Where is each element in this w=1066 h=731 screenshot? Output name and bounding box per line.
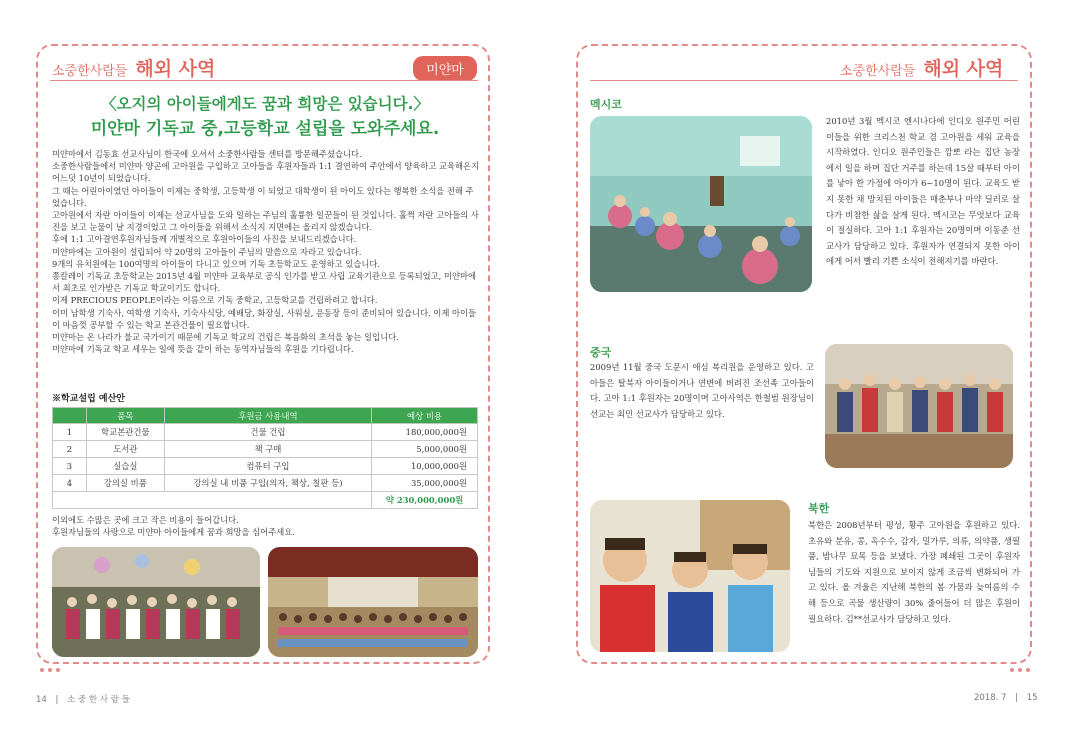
north-korea-photo [590,500,790,652]
country-badge: 미얀마 [413,56,477,81]
left-header-rule [50,80,478,81]
table-cell: 강의실 내 비품 구입(의자, 책상, 칠판 등) [164,475,371,492]
right-section-title: 해외 사역 [923,58,1004,80]
three-children-photo-image [590,500,790,652]
mexico-label: 멕시코 [590,98,622,111]
china-photo [825,344,1013,468]
right-footer-date: 2018. 7 [974,693,1007,703]
table-cell-empty [53,492,372,509]
myanmar-photo-1 [52,547,260,657]
left-footer [36,693,130,705]
headline-title: 미얀마 기독교 중,고등학교 설립을 도와주세요. [90,119,440,139]
table-header-index [53,408,87,424]
table-cell: 10,000,000원 [372,458,478,475]
budget-title: ※학교설립 예산안 [52,394,125,404]
classroom-photo-image [590,116,812,292]
left-brand: 소중한사람들 [52,64,128,79]
children-seated-photo-image [825,344,1013,468]
choir-photo-image [52,547,260,657]
left-footer-brand: 소 중 한 사 람 들 [67,695,130,705]
left-bottom-dots [40,668,60,674]
myanmar-photo-2 [268,547,478,657]
table-total: 약 230,000,000원 [372,492,478,509]
mexico-text: 2010년 3월 멕시코 엔시나다에 인디오 원주민 어린이들을 위한 크리스천 학교 겸 고아원을 세워 교육을 시작하였다. 인디오 원주민들은 깜뽀 라는 집단 농장에서 일을 하며 집단 거주를 하는데 15살 때부터 아이를 낳아 한 가정에 아이가 6~10명이 된다. 교육도 받지 못한 채 방치된 아이들은 매춘부나 마약 딜러로 살다가 비참한 삶을 살게 된다. 멕시코는 무엇보다 교육이 절실하다. 고아 1:1 후원자는 20명이며 이동준 선교사가 담당하고 있다. 후원자가 연결되지 못한 아이에게 어서 빨리 기쁜 소식이 전해지기를 바란다. [826,116,1020,267]
table-row [53,475,478,492]
table-row [53,441,478,458]
left-page-number: 14 [36,695,47,705]
budget-table [52,407,478,509]
table-total-row [53,492,478,509]
table-header-cost: 예상 비용 [372,408,478,424]
table-cell: 학교본관건물 [86,424,164,441]
china-text: 2009년 11월 중국 도문시 애심 복리원을 운영하고 있다. 고아들은 탈북자 아이들이거나 연변에 버려진 조선족 고아들이다. 고아 1:1 후원자는 20명이며 고아사역은 한철범 원장님이 선교는 최민 선교사가 담당하고 있다. [590,362,814,419]
table-cell: 건물 건립 [164,424,371,441]
table-cell: 실습실 [86,458,164,475]
table-cell: 35,000,000원 [372,475,478,492]
table-header-item: 품목 [86,408,164,424]
table-row [53,424,478,441]
closing-text: 이외에도 수많은 곳에 크고 작은 비용이 들어갑니다. 후원자님들의 사랑으로 미얀마 아이들에게 꿈과 희망을 심어주세요. [52,515,295,538]
right-header-rule [590,80,1018,81]
table-header-row [53,408,478,424]
table-cell: 1 [53,424,87,441]
china-label: 중국 [590,346,612,359]
right-footer [974,693,1038,703]
table-cell: 도서관 [86,441,164,458]
north-korea-text: 북한은 2008년부터 평성, 황주 고아원을 후원하고 있다. 초유와 분유, 콩, 옥수수, 감자, 밀가루, 의류, 의약품, 생필품, 밤나무 묘목 등을 보냈다. 가장 폐쇄된 그곳이 후원자님들의 기도와 지원으로 보이지 않게 조금씩 변화되어 가고 있다. 올 겨울은 지난해 북한의 봄 가뭄과 늦여름의 수해 등으로 곡물 생산량이 30% 줄어들어 더 많은 후원이 필요하다. 김**선교사가 담당하고 있다. [808,520,1020,624]
right-page-number: 15 [1026,693,1038,703]
table-cell: 4 [53,475,87,492]
right-brand: 소중한사람들 [840,64,916,79]
table-cell: 책 구매 [164,441,371,458]
right-bottom-dots [1010,668,1030,674]
north-korea-label: 북한 [808,502,830,515]
table-header-usage: 후원금 사용내역 [164,408,371,424]
table-cell: 3 [53,458,87,475]
table-row [53,458,478,475]
table-cell: 컴퓨터 구입 [164,458,371,475]
headline-subtitle: 〈오지의 아이들에게도 꿈과 희망은 있습니다.〉 [101,95,429,113]
table-cell: 2 [53,441,87,458]
footer-separator: | [55,695,59,705]
table-cell: 강의실 비품 [86,475,164,492]
footer-separator: | [1015,693,1019,703]
table-cell: 180,000,000원 [372,424,478,441]
myanmar-body-text: 미얀마에서 김동효 선교사님이 한국에 오셔서 소중한사람들 센터를 방문해주셨습니다. 소중한사람들에서 미얀마 양곤에 고아원을 구입하고 고아들을 후원자들과 1:1 결연하여 주안에서 양육하고 교육해온지 어느덧 10년이 되었습니다. 그 때는 어린아이였던 아이들이 이제는 중학생, 고등학생 이 되었고 대학생이 된 아이도 있다는 행복한 소식을 전해 주었습니다. 고아원에서 자란 아이들이 이제는 선교사님을 도와 일하는 주님의 훌륭한 일꾼들이 된 것입니다. 훌쩍 자란 고아들의 사진을 보고 눈물이 날 지경이었고 그 아이들을 위해서 소식지 지면에는 올리지 않겠습니다. 후에 1:1 고아결연후원자님들께 개별적으로 후원아이들의 사진을 보내드리겠습니다. 미얀마에는 고아원이 설립되어 약 20명의 고아들이 주님의 말씀으로 자라고 있습니다. 9개의 유치원에는 100여명의 아이들이 다니고 있으며 기독 초등학교도 운영하고 있습니다. 쫑칼레이 기독교 초등학교는 2015년 4월 미얀마 교육부로 공식 인가를 받고 사립 교육기관으로 등록되었고, 미얀마에서 최초로 인가받은 기독교 학교이기도 합니다. 이제 PRECIOUS PEOPLE이라는 이름으로 기독 중학교, 고등학교를 건립하려고 합니다. 이미 남학생 기숙사, 여학생 기숙사, 기숙사식당, 예배당, 화장실, 사워실, 운동장 등이 준비되어 있습니다. 이제 아이들이 마음껏 공부할 수 있는 학교 본관건물이 필요합니다. 미얀마는 온 나라가 불교 국가이기 때문에 기독교 학교의 건립은 복음화의 초석을 놓는 일입니다. 미얀마에 기독교 학교 세우는 일에 뜻을 같이 하는 동역자님들의 후원을 기다립니다. [52,149,480,355]
left-section-title: 해외 사역 [135,58,216,80]
table-cell: 5,000,000원 [372,441,478,458]
mexico-photo [590,116,812,292]
group-photo-image [268,547,478,657]
